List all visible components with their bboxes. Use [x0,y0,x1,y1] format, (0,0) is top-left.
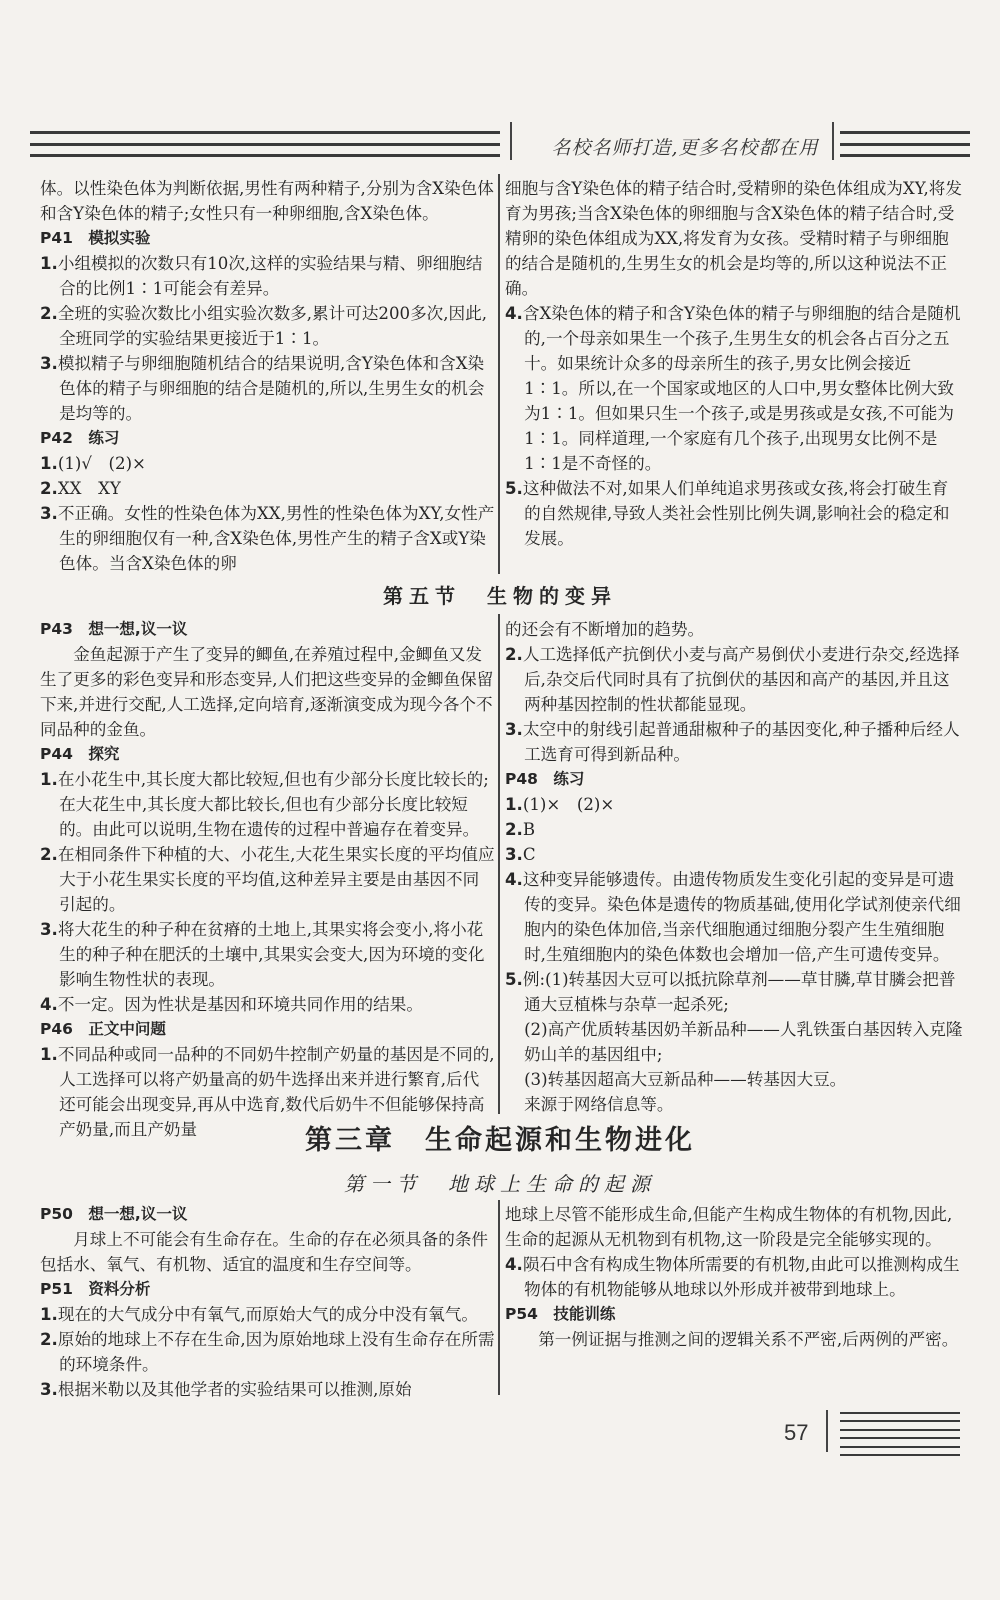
chapter-heading: 第三章 生命起源和生物进化 [305,1125,695,1156]
section-label: P44 探究 [40,745,120,763]
answer-item [505,867,963,967]
section-label: P46 正文中问题 [40,1020,166,1038]
item-number: 2. [40,479,58,498]
answer-item [40,1327,495,1377]
paragraph: 第一例证据与推测之间的逻辑关系不严密,后两例的严密。 [538,1330,959,1349]
section-heading: 第一节 地球上生命的起源 [344,1172,656,1196]
answer-item [40,251,495,301]
item-text: 根据米勒以及其他学者的实验结果可以推测,原始 [57,1380,412,1399]
answer-item [40,1302,495,1327]
item-text: (1)× (2)× [522,795,615,814]
column-top-right [505,176,963,551]
section-label: P54 技能训练 [505,1305,616,1323]
item-number: 2. [40,845,58,864]
item-number: 3. [505,845,523,864]
item-number: 3. [40,1380,58,1399]
answer-item [40,451,495,476]
section-label: P48 练习 [505,770,585,788]
item-text: 在相同条件下种植的大、小花生,大花生果实长度的平均值应大于小花生果实长度的平均值,这种差异主要是由基因不同引起的。 [57,845,495,914]
item-number: 4. [505,870,523,889]
answer-item [505,476,963,551]
item-number: 2. [505,645,523,664]
item-text: (1)√ (2)× [57,454,146,473]
answer-item [40,842,495,917]
answer-item [505,817,963,842]
item-text: 例:(1)转基因大豆可以抵抗除草剂——草甘膦,草甘膦会把普通大豆植株与杂草一起杀死; [522,970,956,1014]
item-number: 5. [505,970,523,989]
item-text: 不正确。女性的性染色体为XX,男性的性染色体为XY,女性产生的卵细胞仅有一种,含X染色体,男性产生的精子含X或Y染色体。当含X染色体的卵 [57,504,495,573]
column-divider [498,1200,500,1395]
paragraph: 来源于网络信息等。 [524,1095,674,1114]
section-heading: 第五节 生物的变异 [383,584,617,608]
item-text: 这种变异能够遗传。由遗传物质发生变化引起的变异是可遗传的变异。染色体是遗传的物质基础,使用化学试剂使亲代细胞内的染色体加倍,当亲代细胞通过细胞分裂产生生殖细胞时,生殖细胞内的染色体数也会增加一倍,产生可遗传变异。 [522,870,961,964]
column-mid-right [505,617,963,1117]
paragraph: (3)转基因超高大豆新品种——转基因大豆。 [524,1070,847,1089]
item-text: 小组模拟的次数只有10次,这样的实验结果与精、卵细胞结合的比例1∶1可能会有差异。 [57,254,483,298]
item-text: XX XY [57,479,121,498]
item-number: 4. [505,1255,523,1274]
paragraph: 月球上不可能会有生命存在。生命的存在必须具备的条件包括水、氧气、有机物、适宜的温度和生存空间等。 [40,1230,489,1274]
column-bottom-right [505,1202,963,1352]
section-label: P41 模拟实验 [40,229,151,247]
answer-item [40,501,495,576]
item-text: 陨石中含有构成生物体所需要的有机物,由此可以推测构成生物体的有机物能够从地球以外形成并被带到地球上。 [522,1255,960,1299]
column-top-left [40,176,495,576]
item-text: 在小花生中,其长度大都比较短,但也有少部分长度比较长的;在大花生中,其长度大都比较长,但也有少部分长度比较短的。由此可以说明,生物在遗传的过程中普遍存在着变异。 [57,770,489,839]
header-divider [510,122,512,160]
header-rule-right [840,131,970,157]
item-number: 4. [505,304,523,323]
section-label: P51 资料分析 [40,1280,151,1298]
answer-item [505,642,963,717]
answer-item [505,717,963,767]
item-text: B [522,820,536,839]
answer-item [40,351,495,426]
paragraph: 细胞与含Y染色体的精子结合时,受精卵的染色体组成为XY,将发育为男孩;当含X染色体的卵细胞与含X染色体的精子结合时,受精卵的染色体组成为XX,将发育为女孩。受精时精子与卵细胞的结合是随机的,生男生女的机会是均等的,所以这种说法不正确。 [505,179,962,298]
item-number: 4. [40,995,58,1014]
footer-rule [840,1412,960,1456]
item-text: 这种做法不对,如果人们单纯追求男孩或女孩,将会打破生育的自然规律,导致人类社会性别比例失调,影响社会的稳定和发展。 [522,479,950,548]
column-bottom-left [40,1202,495,1402]
item-number: 2. [505,820,523,839]
item-number: 3. [40,354,58,373]
item-text: 人工选择低产抗倒伏小麦与高产易倒伏小麦进行杂交,经选择后,杂交后代同时具有了抗倒伏的基因和高产的基因,并且这两种基因控制的性状都能显现。 [522,645,960,714]
item-text: 太空中的射线引起普通甜椒种子的基因变化,种子播种后经人工选育可得到新品种。 [522,720,960,764]
answer-item [40,301,495,351]
paragraph: 体。以性染色体为判断依据,男性有两种精子,分别为含X染色体和含Y染色体的精子;女性只有一种卵细胞,含X染色体。 [40,179,494,223]
item-text: 现在的大气成分中有氧气,而原始大气的成分中没有氧气。 [57,1305,478,1324]
item-number: 1. [505,795,523,814]
item-number: 2. [40,1330,58,1349]
item-text: 原始的地球上不存在生命,因为原始地球上没有生命存在所需的环境条件。 [57,1330,495,1374]
column-divider [498,174,500,574]
answer-item [40,476,495,501]
column-divider [498,614,500,1114]
header-divider [832,122,834,160]
section-label: P43 想一想,议一议 [40,620,188,638]
paragraph: (2)高产优质转基因奶羊新品种——人乳铁蛋白基因转入克隆奶山羊的基因组中; [524,1020,963,1064]
column-mid-left [40,617,495,1142]
item-number: 1. [40,254,58,273]
item-text: 全班的实验次数比小组实验次数多,累计可达200多次,因此,全班同学的实验结果更接近于1∶1。 [57,304,488,348]
item-text: 含X染色体的精子和含Y染色体的精子与卵细胞的结合是随机的,一个母亲如果生一个孩子,生男生女的机会各占百分之五十。如果统计众多的母亲所生的孩子,男女比例会接近1∶1。所以,在一个国家或地区的人口中,男女整体比例大致为1∶1。但如果只生一个孩子,或是男孩或是女孩,不可能为1∶1。同样道理,一个家庭有几个孩子,出现男女比例不是1∶1是不奇怪的。 [522,304,961,473]
item-text: C [522,845,536,864]
answer-item [40,767,495,842]
answer-item [505,1252,963,1302]
header-rule-left [30,131,500,157]
item-number: 1. [40,1045,58,1064]
item-text: 不同品种或同一品种的不同奶牛控制产奶量的基因是不同的,人工选择可以将产奶量高的奶牛选择出来并进行繁育,后代还可能会出现变异,再从中选育,数代后奶牛不但能够保持高产奶量,而且产奶量 [57,1045,495,1139]
item-number: 1. [40,1305,58,1324]
answer-item [505,301,963,476]
answer-item [505,842,963,867]
item-number: 3. [40,920,58,939]
item-text: 不一定。因为性状是基因和环境共同作用的结果。 [57,995,423,1014]
section-label: P42 练习 [40,429,120,447]
item-number: 3. [505,720,523,739]
item-number: 2. [40,304,58,323]
paragraph: 金鱼起源于产生了变异的鲫鱼,在养殖过程中,金鲫鱼又发生了更多的彩色变异和形态变异,人们把这些变异的金鲫鱼保留下来,并进行交配,人工选择,定向培育,逐渐演变成为现今各个不同品种的金鱼。 [40,645,494,739]
paragraph: 地球上尽管不能形成生命,但能产生构成生物体的有机物,因此,生命的起源从无机物到有机物,这一阶段是完全能够实现的。 [505,1205,953,1249]
answer-item [40,917,495,992]
item-number: 5. [505,479,523,498]
paragraph: 的还会有不断增加的趋势。 [505,620,705,639]
item-text: 模拟精子与卵细胞随机结合的结果说明,含Y染色体和含X染色体的精子与卵细胞的结合是随机的,所以,生男生女的机会是均等的。 [57,354,485,423]
answer-item [40,1377,495,1402]
answer-item [505,967,963,1017]
answer-item [40,992,495,1017]
page-number: 57 [784,1420,809,1445]
item-number: 1. [40,770,58,789]
item-text: 将大花生的种子种在贫瘠的土地上,其果实将会变小,将小花生的种子种在肥沃的土壤中,其果实会变大,因为环境的变化影响生物性状的表现。 [57,920,485,989]
footer-divider [826,1410,828,1452]
item-number: 1. [40,454,58,473]
section-label: P50 想一想,议一议 [40,1205,188,1223]
header-tagline: 名校名师打造,更多名校都在用 [551,137,819,159]
item-number: 3. [40,504,58,523]
answer-item [505,792,963,817]
